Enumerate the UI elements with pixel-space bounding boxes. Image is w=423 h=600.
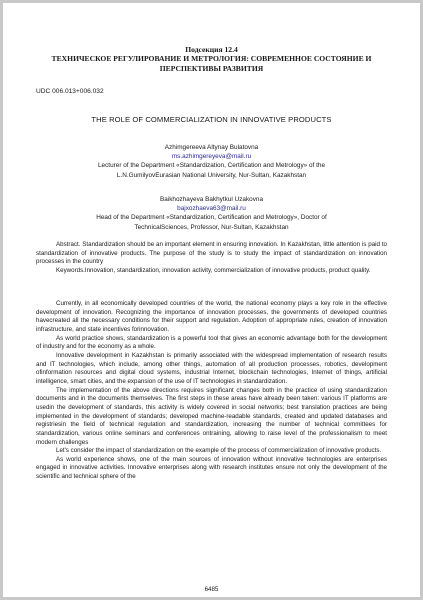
author-affiliation: Head of the Department «Standardization, Certification and Metrology», Doctor of — [96, 214, 327, 222]
author-name: Azhimgereeva Altynay Bulatovna — [164, 144, 259, 151]
page-border-top — [0, 0, 423, 3]
author-affiliation: Lecturer of the Department «Standardization, Certification and Metrology» of the — [98, 162, 325, 170]
keywords-text: Keywords.Innovation, standardization, innovation activity, commercialization of innovative products, product quality. — [56, 266, 371, 274]
body-paragraph: Innovative development in Kazakhstan is primarily associated with the widespread implementation of research results and IT technologies, which include, among other things, automation of all production processes, robotics, development ofinformation resources and digital cloud systems, industrial Internet, blockchain technologies, Internet of things, artificial intelligence, smart cities, and the expansion of the use of IT technologies in standardization. — [36, 351, 387, 385]
body-paragraph: Let's consider the impact of standardization on the example of the process of commercialization of innovative products. — [56, 447, 382, 455]
page-border-left — [0, 0, 3, 600]
abstract-text: Abstract. Standardization should be an important element in ensuring innovation. In Kazakhstan, little attention is paid to standardization of innovative products. The purpose of the study is to study the impact of standardization on innovation processes in the country — [36, 241, 387, 266]
author-affiliation: L.N.GumilyovEurasian National University, Nur-Sultan, Kazakhstan — [116, 171, 307, 179]
section-number: Подсекция 12.4 — [185, 45, 238, 54]
section-title: ТЕХНИЧЕСКОЕ РЕГУЛИРОВАНИЕ И МЕТРОЛОГИЯ: СОВРЕМЕННОЕ СОСТОЯНИЕ И ПЕРСПЕКТИВЫ РАЗВИТИЯ — [51, 54, 372, 73]
main-body — [36, 300, 387, 482]
abstract-section — [36, 241, 387, 276]
paper-title: THE ROLE OF COMMERCIALIZATION IN INNOVATIVE PRODUCTS — [91, 115, 332, 124]
author-affiliation: TechnicalSciences, Professor, Nur-Sultan, Kazakhstan — [134, 223, 289, 231]
author-block — [40, 143, 383, 180]
author-name: Baikhozhayeva Bakhytkul Uzakovna — [159, 196, 264, 203]
page-number: 6485 — [204, 586, 219, 593]
udc-code: UDC 006.013+006.032 — [36, 88, 104, 95]
author-block — [40, 195, 383, 232]
body-paragraph: As world experience shows, one of the main sources of innovation without innovative technologies are enterprises engaged in innovative activities. Innovative enterprises along with research institutes ensure not only the development of the scientific and technical sphere of the — [36, 455, 387, 481]
author-email[interactable]: bajxozhaeva63@mail.ru — [177, 205, 246, 213]
body-paragraph: The implementation of the above directions requires significant changes both in the practice of using standardization documents and in the documents themselves. The first steps in these areas have already been taken: various IT platforms are usedin the development of standards, this activity is widely covered in social networks; best translation practices are being implemented in the development of standards; developed machine-readable standards, created and updated databases and registriesin the field of technical regulation and standardization, increasing the number of technical committees for standardization, various online seminars and conferences ontraining, allowing to raise level of the professionalism to meet modern challenges — [36, 386, 387, 446]
body-paragraph: Currently, in all economically developed countries of the world, the national economy plays a key role in the effective development of innovation. Recognizing the importance of innovation processes, the governments of developed countries havecreated all the necessary conditions for their support and regulation. Adoption of appropriate rules, creation of innovation infrastructure, and state incentives forinnovation. — [36, 300, 387, 333]
author-email[interactable]: ms.azhimgereyeva@mail.ru — [171, 153, 252, 161]
body-paragraph: As world practice shows, standardization is a powerful tool that gives an economic advantage both for the development of industry and for the economy as a whole. — [36, 334, 387, 351]
